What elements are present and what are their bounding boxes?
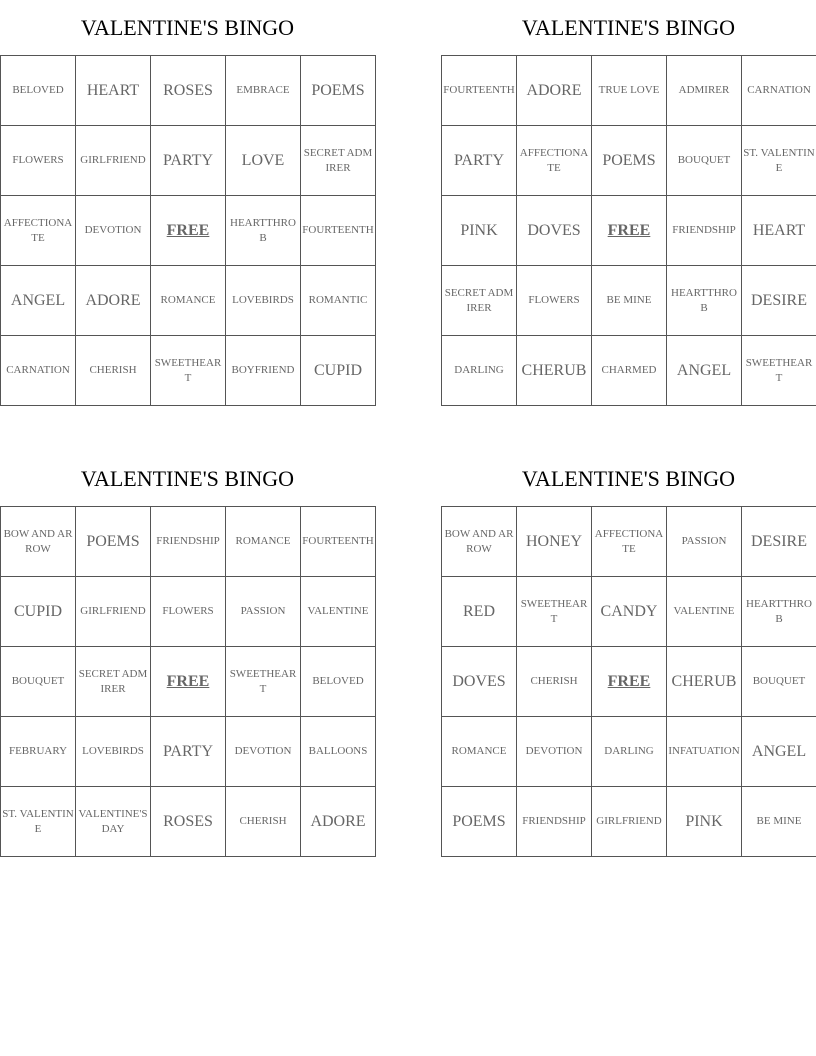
bingo-cell: DESIRE <box>742 266 816 336</box>
bingo-row <box>442 577 816 647</box>
bingo-cell: GIRLFRIEND <box>592 787 667 857</box>
bingo-cell: ADORE <box>301 787 376 857</box>
bingo-cell: SWEETHEART <box>151 336 226 406</box>
bingo-cell: FOURTEENTH <box>442 56 517 126</box>
bingo-cell: ROMANCE <box>226 507 301 577</box>
bingo-cell: HEARTTHROB <box>742 577 816 647</box>
bingo-cell: FLOWERS <box>517 266 592 336</box>
bingo-row <box>442 266 816 336</box>
free-space-cell: FREE <box>151 196 226 266</box>
bingo-cell: AFFECTIONATE <box>517 126 592 196</box>
bingo-row <box>1 507 376 577</box>
bingo-cell: LOVEBIRDS <box>76 717 151 787</box>
bingo-cell: FLOWERS <box>1 126 76 196</box>
bingo-cell: BALLOONS <box>301 717 376 787</box>
bingo-cell: POEMS <box>442 787 517 857</box>
bingo-cell: PINK <box>667 787 742 857</box>
bingo-cell: BOUQUET <box>742 647 816 717</box>
bingo-cell: GIRLFRIEND <box>76 577 151 647</box>
bingo-cell: EMBRACE <box>226 56 301 126</box>
bingo-cell: DEVOTION <box>76 196 151 266</box>
bingo-cell: HEART <box>742 196 816 266</box>
bingo-cell: INFATUATION <box>667 717 742 787</box>
bingo-cell: BELOVED <box>301 647 376 717</box>
bingo-cell: POEMS <box>592 126 667 196</box>
bingo-cell: BE MINE <box>742 787 816 857</box>
bingo-cell: SECRET ADMIRER <box>442 266 517 336</box>
bingo-cell: DESIRE <box>742 507 816 577</box>
bingo-cell: CARNATION <box>742 56 816 126</box>
bingo-cell: SWEETHEART <box>517 577 592 647</box>
bingo-cell: ST. VALENTINE <box>1 787 76 857</box>
card-title: VALENTINE'S BINGO <box>80 15 295 40</box>
bingo-cell: ROSES <box>151 787 226 857</box>
bingo-cell: PASSION <box>226 577 301 647</box>
bingo-cell: TRUE LOVE <box>592 56 667 126</box>
bingo-row <box>1 787 376 857</box>
bingo-cell: PARTY <box>151 717 226 787</box>
bingo-cell: CANDY <box>592 577 667 647</box>
bingo-cell: BOW AND ARROW <box>1 507 76 577</box>
bingo-cell: SECRET ADMIRER <box>301 126 376 196</box>
bingo-cell: CHERUB <box>517 336 592 406</box>
bingo-row <box>442 787 816 857</box>
bingo-cell: BE MINE <box>592 266 667 336</box>
bingo-cell: ADORE <box>517 56 592 126</box>
bingo-cell: FRIENDSHIP <box>151 507 226 577</box>
bingo-cell: ANGEL <box>742 717 816 787</box>
bingo-cell: AFFECTIONATE <box>592 507 667 577</box>
bingo-row <box>1 717 376 787</box>
bingo-cell: HEARTTHROB <box>226 196 301 266</box>
bingo-cell: ST. VALENTINE <box>742 126 816 196</box>
bingo-grid <box>0 55 376 406</box>
bingo-card-4 <box>441 451 816 857</box>
bingo-row <box>1 56 376 126</box>
bingo-card-3 <box>0 451 375 857</box>
bingo-cell: SECRET ADMIRER <box>76 647 151 717</box>
bingo-row <box>442 717 816 787</box>
bingo-cell: PARTY <box>151 126 226 196</box>
bingo-cell: DARLING <box>442 336 517 406</box>
bingo-card-2 <box>441 0 816 406</box>
bingo-cell: ROMANCE <box>151 266 226 336</box>
bingo-cell: PARTY <box>442 126 517 196</box>
free-space-cell: FREE <box>151 647 226 717</box>
bingo-cell: VALENTINE'S DAY <box>76 787 151 857</box>
bingo-cell: ROSES <box>151 56 226 126</box>
bingo-cell: HEART <box>76 56 151 126</box>
bingo-cell: DEVOTION <box>226 717 301 787</box>
bingo-row <box>1 266 376 336</box>
bingo-row <box>442 647 816 717</box>
bingo-cell: ANGEL <box>667 336 742 406</box>
free-space-cell: FREE <box>592 647 667 717</box>
bingo-row <box>442 126 816 196</box>
bingo-cell: ROMANTIC <box>301 266 376 336</box>
bingo-cell: LOVE <box>226 126 301 196</box>
bingo-row <box>1 647 376 717</box>
bingo-grid <box>441 55 816 406</box>
bingo-cell: FRIENDSHIP <box>667 196 742 266</box>
bingo-row <box>442 507 816 577</box>
bingo-cell: VALENTINE <box>301 577 376 647</box>
bingo-cell: BOUQUET <box>667 126 742 196</box>
bingo-cell: HONEY <box>517 507 592 577</box>
card-title: VALENTINE'S BINGO <box>521 15 736 40</box>
bingo-cell: CHERISH <box>76 336 151 406</box>
bingo-row <box>442 56 816 126</box>
card-title: VALENTINE'S BINGO <box>521 466 736 491</box>
bingo-cell: VALENTINE <box>667 577 742 647</box>
bingo-row <box>442 196 816 266</box>
bingo-cell: POEMS <box>76 507 151 577</box>
bingo-cell: DOVES <box>517 196 592 266</box>
bingo-cell: CUPID <box>301 336 376 406</box>
bingo-cell: SWEETHEART <box>742 336 816 406</box>
bingo-cell: ADORE <box>76 266 151 336</box>
bingo-cell: GIRLFRIEND <box>76 126 151 196</box>
bingo-cell: FLOWERS <box>151 577 226 647</box>
bingo-row <box>442 336 816 406</box>
bingo-cell: AFFECTIONATE <box>1 196 76 266</box>
bingo-cell: BELOVED <box>1 56 76 126</box>
bingo-cell: DARLING <box>592 717 667 787</box>
bingo-cell: FRIENDSHIP <box>517 787 592 857</box>
bingo-cell: CHERUB <box>667 647 742 717</box>
bingo-cell: SWEETHEART <box>226 647 301 717</box>
bingo-cell: LOVEBIRDS <box>226 266 301 336</box>
bingo-cell: RED <box>442 577 517 647</box>
bingo-cell: ROMANCE <box>442 717 517 787</box>
free-space-cell: FREE <box>592 196 667 266</box>
bingo-cell: PASSION <box>667 507 742 577</box>
bingo-row <box>1 336 376 406</box>
bingo-cell: CHERISH <box>226 787 301 857</box>
bingo-cell: DEVOTION <box>517 717 592 787</box>
bingo-cell: CARNATION <box>1 336 76 406</box>
bingo-cell: FOURTEENTH <box>301 507 376 577</box>
card-title: VALENTINE'S BINGO <box>80 466 295 491</box>
bingo-cell: FOURTEENTH <box>301 196 376 266</box>
bingo-cell: HEARTTHROB <box>667 266 742 336</box>
bingo-cell: BOYFRIEND <box>226 336 301 406</box>
bingo-cell: ANGEL <box>1 266 76 336</box>
bingo-grid <box>0 506 376 857</box>
bingo-card-1 <box>0 0 375 406</box>
bingo-cell: CUPID <box>1 577 76 647</box>
bingo-row <box>1 196 376 266</box>
bingo-cell: POEMS <box>301 56 376 126</box>
bingo-cell: CHARMED <box>592 336 667 406</box>
bingo-cell: ADMIRER <box>667 56 742 126</box>
bingo-cell: DOVES <box>442 647 517 717</box>
bingo-cell: BOW AND ARROW <box>442 507 517 577</box>
bingo-grid <box>441 506 816 857</box>
bingo-row <box>1 577 376 647</box>
bingo-cell: PINK <box>442 196 517 266</box>
bingo-row <box>1 126 376 196</box>
bingo-cell: BOUQUET <box>1 647 76 717</box>
bingo-cell: FEBRUARY <box>1 717 76 787</box>
bingo-cell: CHERISH <box>517 647 592 717</box>
